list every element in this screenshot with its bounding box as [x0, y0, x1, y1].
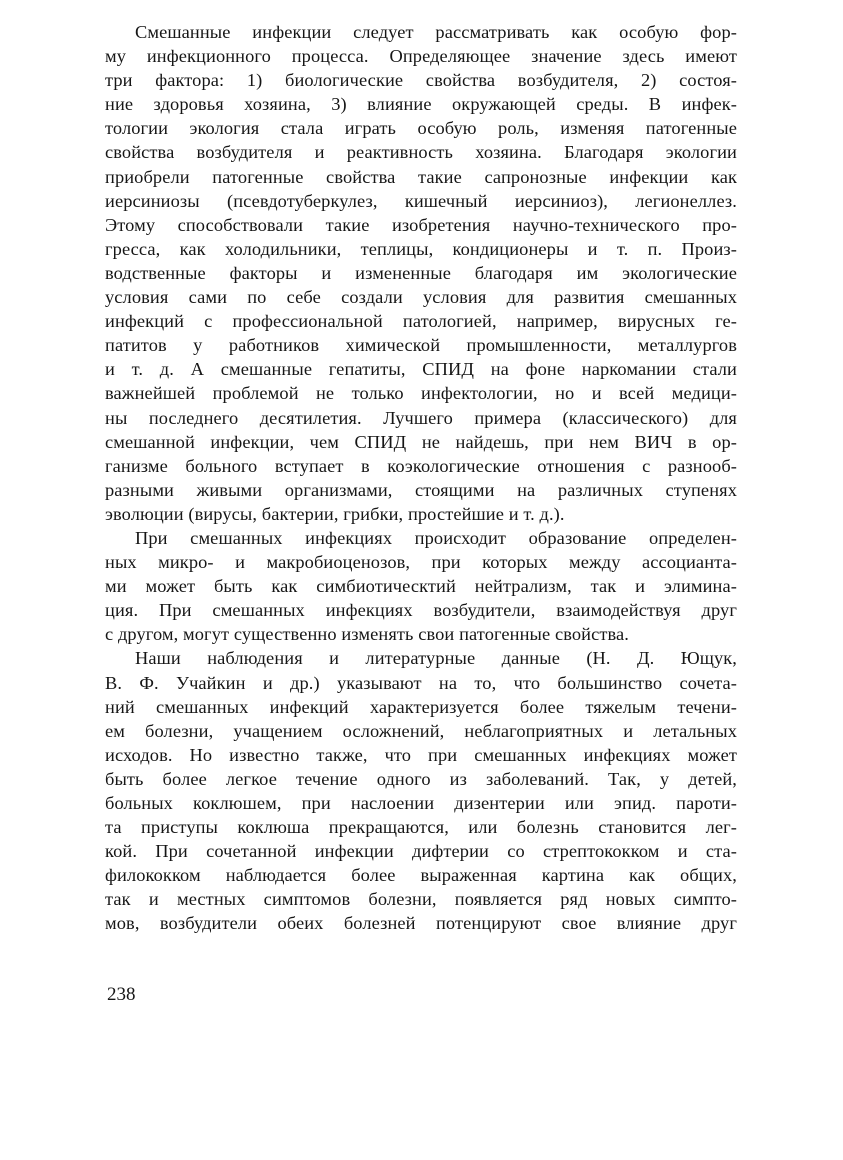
text-line: Смешанные инфекции следует рассматривать как особую фор- — [135, 22, 737, 42]
text-line: Этому способствовали такие изобретения научно-технического про- — [105, 214, 737, 235]
text-line: условия сами по себе создали условия для развития смешанных — [105, 287, 737, 308]
text-line: разными живыми организмами, стоящими на различных ступенях — [105, 479, 737, 500]
text-line: смешанной инфекции, чем СПИД не найдешь, при нем ВИЧ в ор- — [105, 431, 737, 452]
text-line: тологии экология стала играть особую роль, изменяя патогенные — [105, 118, 737, 139]
text-line: ми может быть как симбиотическтий нейтрализм, так и элимина- — [105, 576, 737, 597]
text-line: важнейшей проблемой не только инфектологии, но и всей медици- — [105, 383, 737, 404]
text-line: гресса, как холодильники, теплицы, кондиционеры и т. п. Произ- — [105, 238, 737, 259]
text-line: му инфекционного процесса. Определяющее значение здесь имеют — [105, 46, 737, 67]
text-line: водственные факторы и измененные благодаря им экологические — [105, 262, 737, 283]
text-line: филококком наблюдается более выраженная картина как общих, — [105, 865, 737, 886]
text-line: ция. При смешанных инфекциях возбудители, взаимодействуя друг — [105, 600, 737, 621]
text-line: В. Ф. Учайкин и др.) указывают на то, что большинство сочета- — [105, 672, 737, 693]
text-line: Наши наблюдения и литературные данные (Н. Д. Ющук, — [135, 648, 737, 669]
text-line: приобрели патогенные свойства такие сапронозные инфекции как — [105, 166, 737, 187]
text-line: ганизме больного вступает в коэкологические отношения с разнооб- — [105, 455, 737, 476]
text-line: иерсиниозы (псевдотуберкулез, кишечный иерсиниоз), легионеллез. — [105, 190, 737, 211]
text-line: свойства возбудителя и реактивность хозяина. Благодаря экологии — [105, 142, 737, 163]
text-line: три фактора: 1) биологические свойства возбудителя, 2) состоя- — [105, 70, 737, 91]
text-line: быть более легкое течение одного из заболеваний. Так, у детей, — [105, 768, 737, 789]
text-line: больных коклюшем, при наслоении дизентерии или эпид. пароти- — [105, 793, 737, 813]
text-line: так и местных симптомов болезни, появляется ряд новых симпто- — [105, 889, 737, 910]
text-line: с другом, могут существенно изменять свои патогенные свойства. — [105, 624, 630, 645]
text-line: эволюции (вирусы, бактерии, грибки, простейшие и т. д.). — [105, 503, 565, 524]
text-line: и т. д. А смешанные гепатиты, СПИД на фоне наркомании стали — [105, 359, 737, 380]
text-line: ние здоровья хозяина, 3) влияние окружающей среды. В инфек- — [105, 94, 737, 115]
body-text — [105, 20, 737, 936]
text-line: ны последнего десятилетия. Лучшего примера (классического) для — [105, 407, 737, 428]
text-line: та приступы коклюша прекращаются, или болезнь становится лег- — [105, 817, 737, 838]
text-line: При смешанных инфекциях происходит образование определен- — [135, 527, 737, 548]
text-line: ных микро- и макробиоценозов, при которых между ассоцианта- — [105, 552, 737, 573]
text-line: кой. При сочетанной инфекции дифтерии со стрептококком и ста- — [105, 841, 737, 862]
text-line: ний смешанных инфекций характеризуется более тяжелым течени- — [105, 696, 737, 717]
text-line: мов, возбудители обеих болезней потенцируют свое влияние друг — [105, 913, 737, 934]
text-line: ем болезни, учащением осложнений, неблагоприятных и летальных — [105, 720, 737, 741]
text-line: исходов. Но известно также, что при смешанных инфекциях может — [105, 744, 737, 765]
text-line: инфекций с профессиональной патологией, например, вирусных ге- — [105, 311, 737, 332]
text-line: патитов у работников химической промышленности, металлургов — [105, 335, 737, 356]
page-number: 238 — [107, 984, 136, 1005]
